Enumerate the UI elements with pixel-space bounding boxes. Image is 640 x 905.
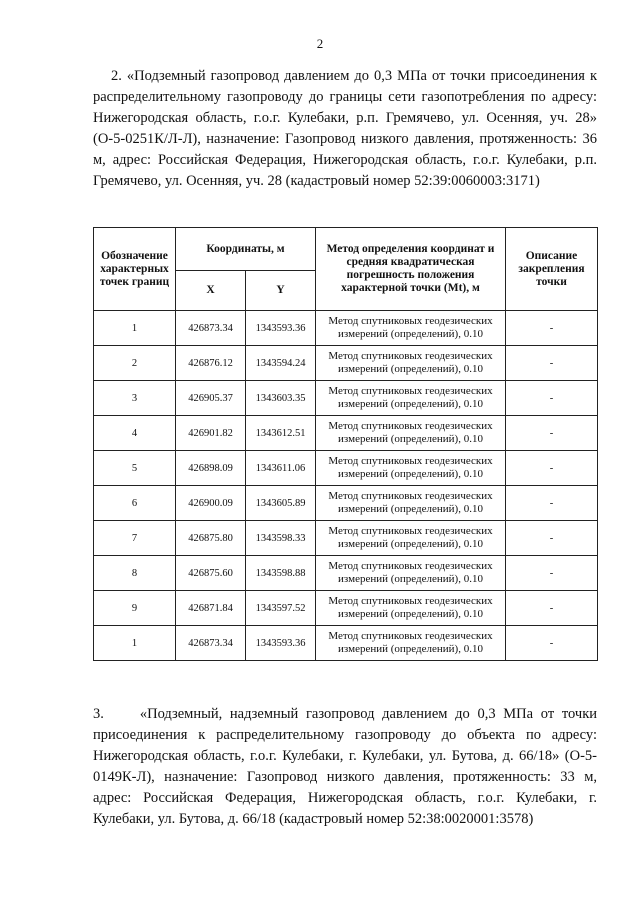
- coordinates-table: [93, 227, 598, 661]
- cell-description: -: [506, 416, 598, 451]
- table-row: [94, 416, 598, 451]
- header-description: Описание закрепления точки: [506, 228, 598, 311]
- cell-x: 426873.34: [176, 626, 246, 661]
- cell-method: Метод спутниковых геодезических измерений (определений), 0.10: [316, 381, 506, 416]
- cell-x: 426875.80: [176, 521, 246, 556]
- cell-y: 1343597.52: [246, 591, 316, 626]
- cell-point: 5: [94, 451, 176, 486]
- cell-y: 1343593.36: [246, 311, 316, 346]
- header-point: Обозначение характерных точек границ: [94, 228, 176, 311]
- cell-y: 1343593.36: [246, 626, 316, 661]
- cell-method: Метод спутниковых геодезических измерений (определений), 0.10: [316, 451, 506, 486]
- cell-x: 426876.12: [176, 346, 246, 381]
- cell-description: -: [506, 486, 598, 521]
- cell-method: Метод спутниковых геодезических измерений (определений), 0.10: [316, 311, 506, 346]
- cell-method: Метод спутниковых геодезических измерений (определений), 0.10: [316, 416, 506, 451]
- header-y: Y: [246, 271, 316, 311]
- cell-method: Метод спутниковых геодезических измерений (определений), 0.10: [316, 521, 506, 556]
- cell-y: 1343598.33: [246, 521, 316, 556]
- cell-point: 1: [94, 626, 176, 661]
- cell-x: 426875.60: [176, 556, 246, 591]
- cell-point: 3: [94, 381, 176, 416]
- paragraph-text: «Подземный, надземный газопровод давлением до 0,3 МПа от точки присоединения к распределительному газопроводу до объекта по адресу: Нижегородская область, г.о.г. Кулебаки, г. Кулебаки, ул. Бутова, д. 66/18» (О-5-0149К-Л), назначение: Газопровод низкого давления, протяженность: 33 м, адрес: Российская Федерация, Нижегородская область, г.о.г. Кулебаки, г. Кулебаки, ул. Бутова, д. 66/18 (кадастровый номер 52:38:0020001:3578): [93, 706, 597, 827]
- paragraph-text: «Подземный газопровод давлением до 0,3 МПа от точки присоединения к распределительному газопроводу до границы сети газопотребления по адресу: Нижегородская область, г.о.г. Кулебаки, р.п. Гремячево, ул. Осенняя, уч. 28» (О-5-0251К/Л-Л), назначение: Газопровод низкого давления, протяженность: 36 м, адрес: Российская Федерация, Нижегородская область, г.о.г. Кулебаки, р.п. Гремячево, ул. Осенняя, уч. 28 (кадастровый номер 52:39:0060003:3171): [93, 68, 597, 189]
- cell-description: -: [506, 346, 598, 381]
- cell-x: 426901.82: [176, 416, 246, 451]
- table-row: [94, 381, 598, 416]
- cell-y: 1343612.51: [246, 416, 316, 451]
- cell-y: 1343611.06: [246, 451, 316, 486]
- cell-description: -: [506, 556, 598, 591]
- cell-x: 426898.09: [176, 451, 246, 486]
- table-row: [94, 556, 598, 591]
- header-x: X: [176, 271, 246, 311]
- table-row: [94, 311, 598, 346]
- cell-x: 426871.84: [176, 591, 246, 626]
- cell-x: 426900.09: [176, 486, 246, 521]
- cell-point: 1: [94, 311, 176, 346]
- table-row: [94, 521, 598, 556]
- cell-point: 8: [94, 556, 176, 591]
- cell-description: -: [506, 626, 598, 661]
- cell-y: 1343603.35: [246, 381, 316, 416]
- cell-description: -: [506, 591, 598, 626]
- page-number: 2: [316, 36, 324, 51]
- cell-description: -: [506, 521, 598, 556]
- table-row: [94, 486, 598, 521]
- cell-description: -: [506, 311, 598, 346]
- cell-x: 426873.34: [176, 311, 246, 346]
- cell-point: 2: [94, 346, 176, 381]
- cell-y: 1343594.24: [246, 346, 316, 381]
- table-row: [94, 591, 598, 626]
- table-row: [94, 626, 598, 661]
- paragraph-item-3: [93, 704, 597, 830]
- paragraph-number: 3.: [93, 706, 104, 722]
- table-body: [94, 311, 598, 661]
- cell-point: 4: [94, 416, 176, 451]
- cell-method: Метод спутниковых геодезических измерений (определений), 0.10: [316, 556, 506, 591]
- cell-method: Метод спутниковых геодезических измерений (определений), 0.10: [316, 591, 506, 626]
- cell-description: -: [506, 381, 598, 416]
- cell-method: Метод спутниковых геодезических измерений (определений), 0.10: [316, 346, 506, 381]
- cell-y: 1343605.89: [246, 486, 316, 521]
- cell-method: Метод спутниковых геодезических измерений (определений), 0.10: [316, 486, 506, 521]
- cell-description: -: [506, 451, 598, 486]
- cell-point: 6: [94, 486, 176, 521]
- cell-point: 9: [94, 591, 176, 626]
- cell-y: 1343598.88: [246, 556, 316, 591]
- paragraph-number: 2.: [111, 68, 122, 84]
- header-method: Метод определения координат и средняя квадратическая погрешность положения характерной точки (Mt), м: [316, 228, 506, 311]
- header-coordinates: Координаты, м: [176, 228, 316, 271]
- cell-x: 426905.37: [176, 381, 246, 416]
- cell-method: Метод спутниковых геодезических измерений (определений), 0.10: [316, 626, 506, 661]
- cell-point: 7: [94, 521, 176, 556]
- paragraph-item-2: [93, 66, 597, 192]
- table-row: [94, 346, 598, 381]
- table-row: [94, 451, 598, 486]
